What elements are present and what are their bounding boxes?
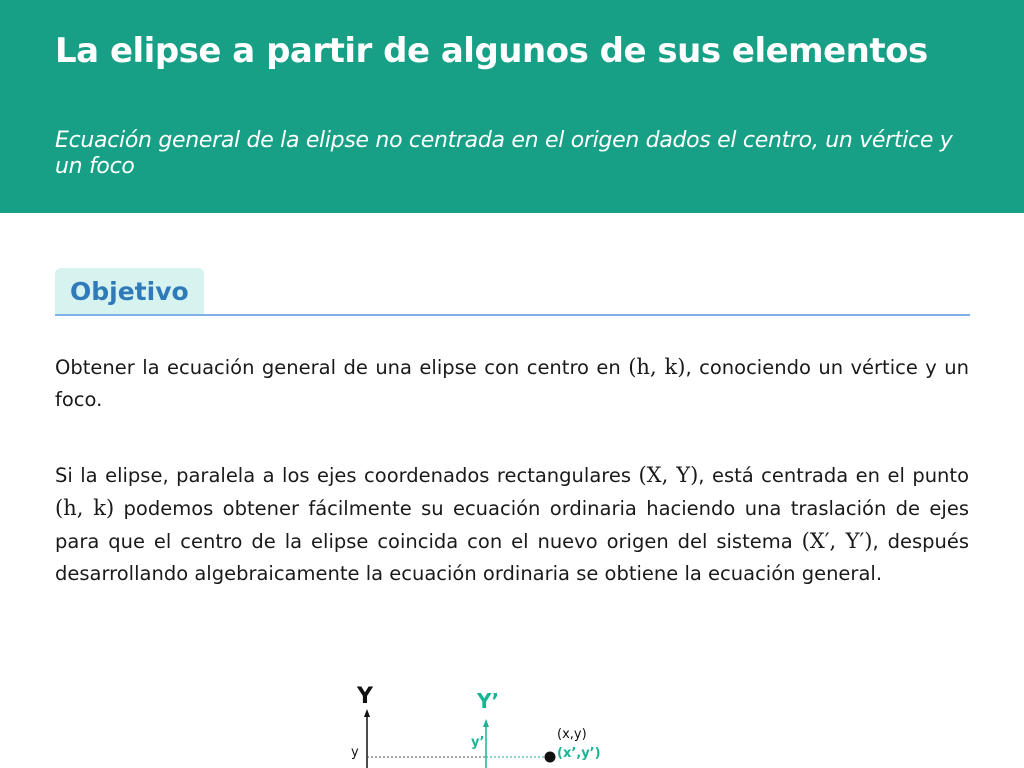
objective-text-2: , conociendo un vértice y un foco. — [55, 356, 970, 411]
math-axes-xy: (X, Y) — [638, 463, 699, 487]
page-subtitle: Ecuación general de la elipse no centrada en el origen dados el centro, un vértice y un foco — [55, 128, 953, 179]
section-divider — [55, 314, 970, 316]
point-label-xpyp: (x’,y’) — [557, 746, 601, 761]
y-axis-label: Y — [357, 684, 373, 709]
objective-text-1: Obtener la ecuación general de una elipse con centro en — [55, 356, 629, 379]
explanation-paragraph — [55, 459, 969, 590]
math-axes-xpyp: (X′, Y′) — [801, 529, 873, 553]
page-header — [0, 0, 1024, 213]
translation-figure — [340, 675, 640, 768]
math-center-hk: (h, k) — [628, 355, 686, 379]
objective-paragraph — [55, 351, 969, 416]
y-axis-arrow — [364, 709, 370, 717]
tick-label-yp: y’ — [471, 735, 485, 750]
point-marker — [545, 752, 556, 763]
yp-axis-label: Y’ — [477, 689, 500, 713]
tick-label-y: y — [351, 745, 359, 760]
explanation-text-2: , está centrada en el punto — [698, 464, 969, 487]
explanation-text-1: Si la elipse, paralela a los ejes coordenados rectangulares — [55, 464, 639, 487]
yp-axis-arrow — [483, 719, 489, 727]
translation-diagram — [340, 675, 640, 768]
section-heading-objetivo: Objetivo — [55, 268, 204, 314]
page-title: La elipse a partir de algunos de sus elementos — [55, 31, 928, 71]
explanation-text-3: podemos obtener fácilmente su ecuación ordinaria haciendo una traslación de ejes para que el centro de la elipse coincida con el nuevo origen del sistema — [55, 497, 969, 553]
math-point-hk: (h, k) — [55, 496, 115, 520]
point-label-xy: (x,y) — [557, 727, 587, 742]
explanation-text-4: , después desarrollando algebraicamente la ecuación ordinaria se obtiene la ecuación general. — [55, 530, 969, 585]
